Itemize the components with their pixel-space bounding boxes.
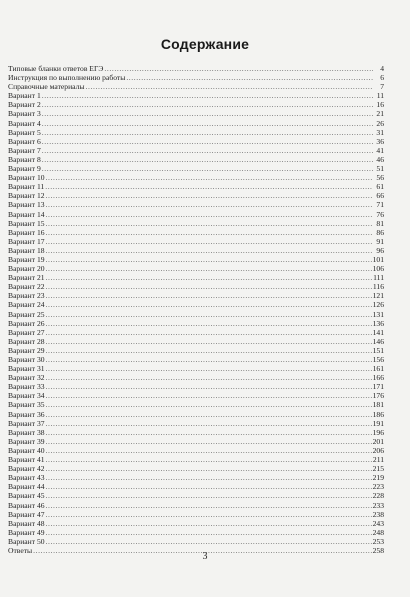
toc-entry-label: Вариант 17 — [8, 236, 45, 246]
toc-entry-label: Вариант 22 — [8, 282, 45, 292]
toc-entry-page: 56 — [376, 173, 384, 183]
toc-entry — [8, 446, 384, 455]
toc-entry-page: 121 — [372, 291, 384, 301]
toc-entry — [8, 200, 384, 209]
toc-entry-page: 86 — [376, 227, 384, 237]
dot-leader — [46, 455, 372, 464]
toc-entry-page: 181 — [372, 400, 384, 410]
toc-entry-page: 116 — [372, 282, 384, 292]
dot-leader — [46, 473, 372, 482]
dot-leader — [46, 537, 372, 546]
toc-entry-label: Вариант 8 — [8, 154, 41, 164]
toc-entry-label: Вариант 15 — [8, 218, 45, 228]
toc-entry — [8, 355, 384, 364]
dot-leader — [46, 310, 372, 319]
toc-entry — [8, 73, 384, 82]
toc-entry-label: Вариант 31 — [8, 364, 45, 374]
toc-entry-label: Ответы — [8, 545, 33, 555]
toc-entry — [8, 264, 384, 273]
toc-entry — [8, 501, 384, 510]
toc-entry — [8, 282, 384, 291]
toc-entry-label: Вариант 32 — [8, 373, 45, 383]
toc-entry — [8, 528, 384, 537]
dot-leader — [42, 155, 373, 164]
toc-entry-page: 253 — [372, 536, 384, 546]
dot-leader — [46, 219, 373, 228]
dot-leader — [46, 373, 372, 382]
dot-leader — [46, 191, 373, 200]
toc-entry-label: Вариант 2 — [8, 100, 41, 110]
dot-leader — [46, 282, 372, 291]
toc-entry-label: Вариант 50 — [8, 536, 45, 546]
page-title: Содержание — [160, 36, 250, 52]
page-number: 3 — [202, 551, 208, 562]
toc-entry-label: Вариант 48 — [8, 518, 45, 528]
toc-entry-label: Вариант 27 — [8, 327, 45, 337]
dot-leader — [126, 73, 373, 82]
toc-entry-page: 66 — [376, 191, 384, 201]
dot-leader — [46, 528, 372, 537]
toc-entry-page: 223 — [372, 482, 384, 492]
toc-entry-page: 16 — [376, 100, 384, 110]
toc-entry — [8, 64, 384, 73]
toc-entry-label: Вариант 19 — [8, 254, 45, 264]
toc-entry-label: Вариант 24 — [8, 300, 45, 310]
toc-entry-label: Вариант 9 — [8, 164, 41, 174]
toc-entry-label: Вариант 37 — [8, 418, 45, 428]
toc-entry — [8, 537, 384, 546]
toc-entry-page: 201 — [372, 436, 384, 446]
toc-entry-page: 141 — [372, 327, 384, 337]
toc-entry — [8, 391, 384, 400]
toc-entry-page: 151 — [372, 345, 384, 355]
toc-entry-label: Вариант 39 — [8, 436, 45, 446]
dot-leader — [46, 346, 372, 355]
toc-entry-label: Вариант 21 — [8, 273, 45, 283]
toc-entry-page: 11 — [376, 91, 384, 101]
toc-entry — [8, 419, 384, 428]
dot-leader — [46, 446, 372, 455]
toc-entry — [8, 300, 384, 309]
dot-leader — [42, 91, 373, 100]
dot-leader — [46, 173, 373, 182]
dot-leader — [46, 355, 372, 364]
toc-entry-label: Типовые бланки ответов ЕГЭ — [8, 64, 104, 73]
toc-entry-label: Вариант 25 — [8, 309, 45, 319]
toc-entry-page: 106 — [372, 264, 384, 274]
dot-leader — [46, 501, 372, 510]
toc-entry-page: 166 — [372, 373, 384, 383]
toc-entry — [8, 291, 384, 300]
toc-entry-page: 46 — [376, 154, 384, 164]
toc-entry-label: Вариант 49 — [8, 527, 45, 537]
toc-entry-page: 136 — [372, 318, 384, 328]
dot-leader — [46, 437, 372, 446]
toc-entry — [8, 473, 384, 482]
toc-entry-page: 76 — [376, 209, 384, 219]
toc-entry-page: 131 — [372, 309, 384, 319]
toc-entry-label: Вариант 36 — [8, 409, 45, 419]
dot-leader — [46, 364, 372, 373]
toc-entry-label: Вариант 44 — [8, 482, 45, 492]
toc-entry-label: Вариант 4 — [8, 118, 41, 128]
dot-leader — [46, 291, 372, 300]
dot-leader — [42, 164, 373, 173]
toc-entry-page: 176 — [372, 391, 384, 401]
toc-entry — [8, 128, 384, 137]
toc-entry-label: Вариант 10 — [8, 173, 45, 183]
toc-entry-label: Вариант 7 — [8, 145, 41, 155]
toc-entry — [8, 219, 384, 228]
toc-entry-page: 96 — [376, 245, 384, 255]
dot-leader — [42, 128, 373, 137]
toc-entry-page: 51 — [376, 164, 384, 174]
toc-entry-label: Вариант 16 — [8, 227, 45, 237]
dot-leader — [46, 400, 372, 409]
toc-entry — [8, 382, 384, 391]
toc-entry-page: 206 — [372, 445, 384, 455]
dot-leader — [46, 491, 372, 500]
toc-entry — [8, 328, 384, 337]
toc-entry-label: Вариант 45 — [8, 491, 45, 501]
toc-entry-page: 211 — [372, 455, 384, 465]
toc-entry-page: 31 — [376, 127, 384, 137]
toc-entry-page: 26 — [376, 118, 384, 128]
toc-entry-label: Вариант 5 — [8, 127, 41, 137]
toc-entry — [8, 137, 384, 146]
toc-entry-page: 81 — [376, 218, 384, 228]
toc-entry-page: 21 — [376, 109, 384, 119]
dot-leader — [42, 146, 373, 155]
dot-leader — [46, 264, 372, 273]
toc-entry-page: 156 — [372, 355, 384, 364]
toc-entry — [8, 437, 384, 446]
toc-entry-label: Справочные материалы — [8, 82, 85, 92]
dot-leader — [46, 419, 372, 428]
toc-entry-label: Вариант 46 — [8, 500, 45, 510]
toc-entry — [8, 255, 384, 264]
toc-entry — [8, 146, 384, 155]
toc-entry-label: Вариант 38 — [8, 427, 45, 437]
toc-entry-page: 258 — [372, 545, 384, 555]
toc-entry-page: 6 — [380, 73, 384, 83]
toc-entry-label: Вариант 18 — [8, 245, 45, 255]
dot-leader — [46, 228, 373, 237]
toc-entry — [8, 337, 384, 346]
dot-leader — [86, 82, 374, 91]
toc-entry — [8, 319, 384, 328]
dot-leader — [46, 273, 373, 282]
toc-entry — [8, 119, 384, 128]
dot-leader — [42, 109, 373, 118]
toc-entry — [8, 310, 384, 319]
toc-entry — [8, 482, 384, 491]
toc-entry-page: 228 — [372, 491, 384, 501]
toc-entry — [8, 400, 384, 409]
toc-entry-page: 233 — [372, 500, 384, 510]
toc-entry-label: Инструкция по выполнению работы — [8, 73, 126, 83]
toc-entry-label: Вариант 1 — [8, 91, 41, 101]
toc-entry-label: Вариант 29 — [8, 345, 45, 355]
toc-entry — [8, 91, 384, 100]
toc-entry-page: 196 — [372, 427, 384, 437]
toc-entry-page: 126 — [372, 300, 384, 310]
toc-entry-page: 161 — [372, 364, 384, 374]
toc-entry-page: 215 — [372, 464, 384, 474]
dot-leader — [42, 119, 373, 128]
toc-entry-label: Вариант 13 — [8, 200, 45, 210]
toc-entry — [8, 164, 384, 173]
toc-entry-page: 171 — [372, 382, 384, 392]
dot-leader — [46, 237, 373, 246]
toc-entry — [8, 519, 384, 528]
dot-leader — [46, 510, 372, 519]
dot-leader — [46, 328, 372, 337]
dot-leader — [104, 64, 373, 73]
toc-entry-page: 101 — [372, 254, 384, 264]
dot-leader — [46, 246, 373, 255]
dot-leader — [46, 428, 372, 437]
toc-entry-page: 191 — [372, 418, 384, 428]
toc-entry — [8, 182, 384, 191]
toc-entry-label: Вариант 40 — [8, 445, 45, 455]
toc-entry-label: Вариант 14 — [8, 209, 45, 219]
toc-entry — [8, 455, 384, 464]
dot-leader — [42, 100, 373, 109]
toc-entry-label: Вариант 43 — [8, 473, 45, 483]
toc-entry-page: 36 — [376, 136, 384, 146]
toc-entry — [8, 210, 384, 219]
toc-entry — [8, 100, 384, 109]
toc-entry — [8, 191, 384, 200]
toc-entry-label: Вариант 6 — [8, 136, 41, 146]
toc-entry — [8, 410, 384, 419]
toc-entry-page: 248 — [372, 527, 384, 537]
dot-leader — [46, 519, 372, 528]
table-of-contents — [8, 64, 384, 555]
toc-entry — [8, 82, 384, 91]
toc-entry-page: 186 — [372, 409, 384, 419]
toc-entry-label: Вариант 12 — [8, 191, 45, 201]
toc-entry — [8, 246, 384, 255]
toc-entry — [8, 510, 384, 519]
toc-entry-page: 243 — [372, 518, 384, 528]
toc-entry-label: Вариант 26 — [8, 318, 45, 328]
toc-entry-label: Вариант 30 — [8, 355, 45, 364]
toc-entry — [8, 346, 384, 355]
toc-entry-page: 7 — [380, 82, 384, 92]
toc-entry-label: Вариант 42 — [8, 464, 45, 474]
toc-entry — [8, 173, 384, 182]
toc-entry-label: Вариант 23 — [8, 291, 45, 301]
toc-entry — [8, 428, 384, 437]
toc-entry — [8, 237, 384, 246]
dot-leader — [46, 482, 372, 491]
toc-entry — [8, 155, 384, 164]
toc-entry-label: Вариант 47 — [8, 509, 45, 519]
toc-entry-label: Вариант 35 — [8, 400, 45, 410]
dot-leader — [45, 182, 373, 191]
dot-leader — [46, 382, 372, 391]
toc-entry-label: Вариант 28 — [8, 336, 45, 346]
toc-entry — [8, 273, 384, 282]
dot-leader — [46, 319, 372, 328]
dot-leader — [46, 391, 372, 400]
toc-entry — [8, 373, 384, 382]
toc-entry-page: 91 — [376, 236, 384, 246]
toc-entry — [8, 491, 384, 500]
dot-leader — [46, 464, 372, 473]
toc-entry-label: Вариант 11 — [8, 182, 45, 192]
toc-entry-page: 146 — [372, 336, 384, 346]
toc-entry-page: 41 — [376, 145, 384, 155]
dot-leader — [42, 137, 373, 146]
toc-entry-page: 238 — [372, 509, 384, 519]
toc-entry — [8, 228, 384, 237]
toc-entry-label: Вариант 3 — [8, 109, 41, 119]
toc-entry-label: Вариант 33 — [8, 382, 45, 392]
toc-entry-label: Вариант 41 — [8, 455, 45, 465]
dot-leader — [46, 210, 373, 219]
dot-leader — [46, 200, 373, 209]
toc-entry — [8, 464, 384, 473]
toc-entry-page: 4 — [380, 64, 384, 73]
toc-entry-page: 111 — [373, 273, 384, 283]
dot-leader — [46, 300, 372, 309]
toc-entry-label: Вариант 34 — [8, 391, 45, 401]
toc-entry — [8, 364, 384, 373]
toc-entry-page: 219 — [372, 473, 384, 483]
toc-entry-label: Вариант 20 — [8, 264, 45, 274]
dot-leader — [46, 410, 372, 419]
dot-leader — [46, 337, 372, 346]
toc-entry-page: 71 — [376, 200, 384, 210]
dot-leader — [46, 255, 372, 264]
toc-entry — [8, 109, 384, 118]
toc-entry-page: 61 — [376, 182, 384, 192]
